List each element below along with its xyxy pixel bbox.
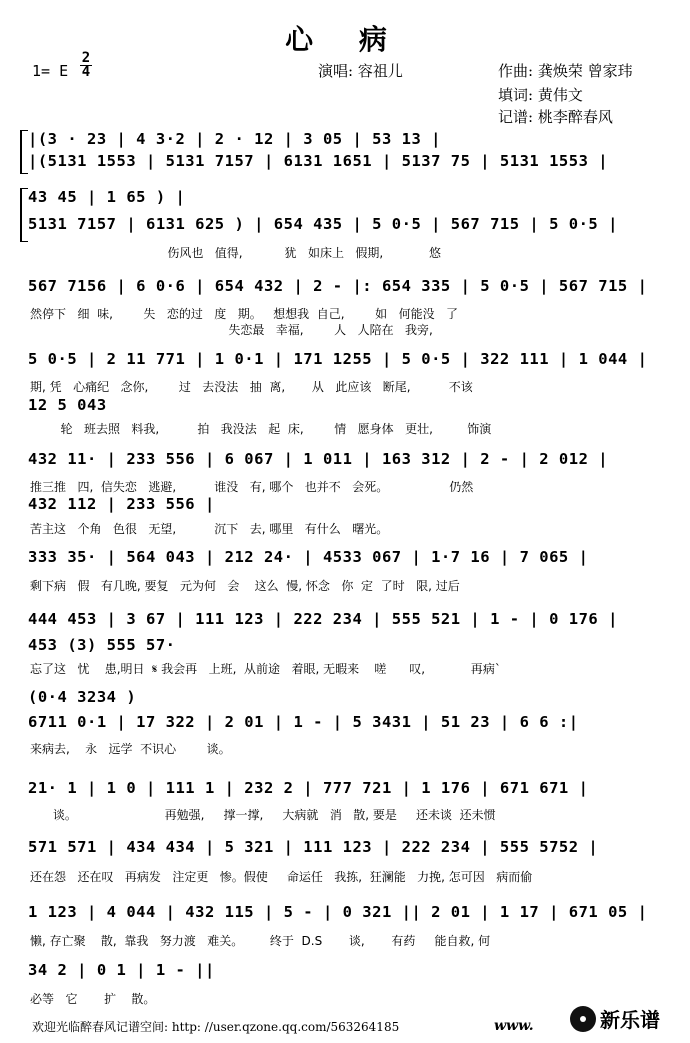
site-prefix: www. bbox=[494, 1018, 534, 1034]
lyric-line: 必等 它 扩 散。 bbox=[30, 992, 156, 1006]
notation-line: 453 (3) 555 57· bbox=[28, 636, 176, 654]
notation-line: 444 453 | 3 67 | 111 123 | 222 234 | 555 521 | 1 - | 0 176 | bbox=[28, 610, 618, 628]
notation-line: 21· 1 | 1 0 | 111 1 | 232 2 | 777 721 | 1 176 | 671 671 | bbox=[28, 779, 589, 797]
song-title: 心 病 bbox=[285, 23, 405, 56]
notation-line: 5131 7157 | 6131 625 ) | 654 435 | 5 0·5 | 567 715 | 5 0·5 | bbox=[28, 215, 618, 233]
notation-line: |(5131 1553 | 5131 7157 | 6131 1651 | 5137 75 | 5131 1553 | bbox=[28, 152, 609, 170]
transcriber-credit: 记谱: 桃李醉春风 bbox=[498, 108, 613, 126]
lyric-line: 来病去, 永 远学 不识心 谈。 bbox=[30, 742, 231, 756]
notation-line: 5 0·5 | 2 11 771 | 1 0·1 | 171 1255 | 5 0·5 | 322 111 | 1 044 | bbox=[28, 350, 648, 368]
lyric-line: 轮 班去照 料我, 拍 我没法 起 床, 情 愿身体 更壮, 饰演 bbox=[30, 422, 492, 436]
time-signature bbox=[80, 52, 92, 79]
notation-line: (0·4 3234 ) bbox=[28, 688, 137, 706]
lyric-line: 伤风也 值得, 犹 如床上 假期, 悠 bbox=[30, 246, 442, 260]
meter-top: 2 bbox=[81, 50, 91, 66]
notation-line: |(3 · 23 | 4 3·2 | 2 · 12 | 3 05 | 53 13 | bbox=[28, 130, 441, 148]
notation-line: 12 5 043 bbox=[28, 396, 107, 414]
system-bracket bbox=[20, 130, 28, 174]
lyric-line: 苦主这 个角 色很 无望, 沉下 去, 哪里 有什么 曙光。 bbox=[30, 522, 389, 536]
lyric-line: 还在怨 还在叹 再病发 注定更 惨。假使 命运任 我拣, 狂澜能 力挽, 怎可因 病而偷 bbox=[30, 870, 533, 884]
record-disc-icon bbox=[570, 1006, 596, 1032]
footer-text: 欢迎光临醉春风记谱空间: http: //user.qzone.qq.com/563264185 bbox=[32, 1020, 400, 1034]
lyric-line: 然停下 细 味, 失 恋的过 度 期。 想想我 自己, 如 何能没 了 bbox=[30, 307, 459, 321]
composer-credit: 作曲: 龚焕荣 曾家玮 bbox=[498, 62, 633, 80]
notation-line: 6711 0·1 | 17 322 | 2 01 | 1 - | 5 3431 | 51 23 | 6 6 :| bbox=[28, 713, 579, 731]
meter-bottom: 4 bbox=[81, 64, 91, 80]
lyricist-credit: 填词: 黄伟文 bbox=[498, 86, 583, 104]
system-bracket bbox=[20, 188, 28, 242]
lyric-line: 期, 凭 心痛纪 念你, 过 去没法 抽 离, 从 此应该 断尾, 不该 bbox=[30, 380, 473, 394]
notation-line: 34 2 | 0 1 | 1 - || bbox=[28, 961, 215, 979]
lyric-line: 失恋最 幸福, 人 人陪在 我旁, bbox=[30, 323, 433, 337]
key-signature: 1= E bbox=[32, 62, 69, 80]
lyric-line: 推三推 四, 信失恋 逃避, 谁没 有, 哪个 也并不 会死。 仍然 bbox=[30, 480, 474, 494]
brand-name: 新乐谱 bbox=[600, 1008, 660, 1032]
notation-line: 333 35· | 564 043 | 212 24· | 4533 067 | 1·7 16 | 7 065 | bbox=[28, 548, 589, 566]
notation-line: 571 571 | 434 434 | 5 321 | 111 123 | 222 234 | 555 5752 | bbox=[28, 838, 599, 856]
lyric-line: 剩下病 假 有几晚, 要复 元为何 会 这么 慢, 怀念 你 定 了时 限, 过后 bbox=[30, 579, 460, 593]
lyric-line: 忘了这 忧 患,明日 𝄋 我会再 上班, 从前途 着眼, 无暇来 嗟 叹, 再病` bbox=[30, 662, 501, 676]
lyric-line: 谈。 再勉强, 撑一撑, 大病就 消 散, 要是 还未谈 还未惯 bbox=[30, 808, 496, 822]
singer-credit: 演唱: 容祖儿 bbox=[318, 62, 403, 80]
notation-line: 432 11· | 233 556 | 6 067 | 1 011 | 163 312 | 2 - | 2 012 | bbox=[28, 450, 609, 468]
notation-line: 43 45 | 1 65 ) | bbox=[28, 188, 186, 206]
lyric-line: 懒, 存亡聚 散, 靠我 努力渡 难关。 终于 D.S 谈, 有药 能自救, 何 bbox=[30, 934, 491, 948]
brand-logo bbox=[570, 1004, 660, 1033]
notation-line: 567 7156 | 6 0·6 | 654 432 | 2 - |: 654 335 | 5 0·5 | 567 715 | bbox=[28, 277, 648, 295]
notation-line: 1 123 | 4 044 | 432 115 | 5 - | 0 321 || 2 01 | 1 17 | 671 05 | bbox=[28, 903, 648, 921]
notation-line: 432 112 | 233 556 | bbox=[28, 495, 215, 513]
